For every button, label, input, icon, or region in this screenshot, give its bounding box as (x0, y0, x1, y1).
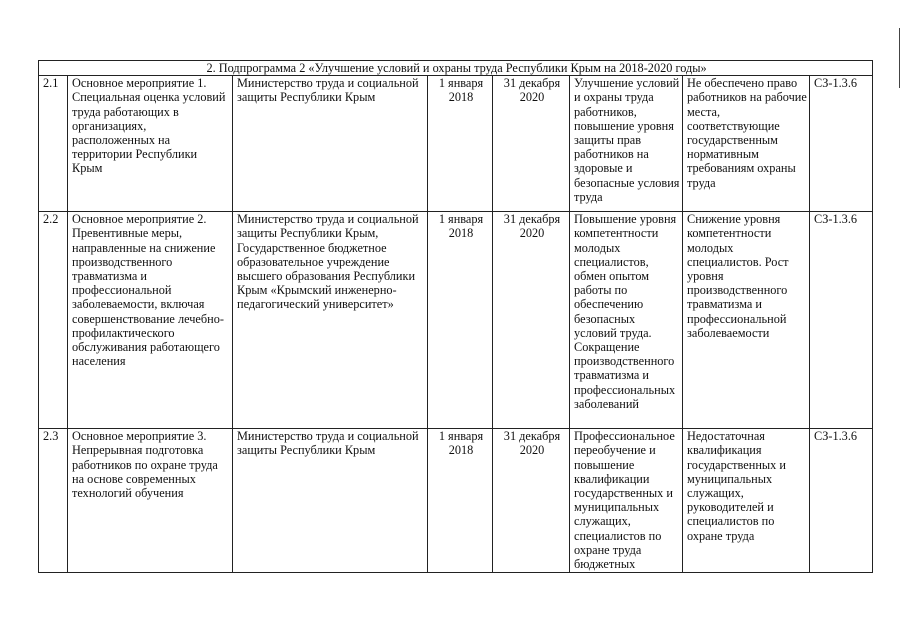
row-number: 2.3 (39, 429, 68, 573)
start-date-cell: 1 января 2018 (428, 212, 493, 429)
program-table (38, 60, 873, 573)
code-cell: СЗ-1.3.6 (810, 212, 873, 429)
end-date-cell: 31 декабря 2020 (493, 212, 570, 429)
row-number: 2.1 (39, 76, 68, 212)
result-cell: Профессиональное переобучение и повышение квалификации государственных и муниципальных служащих, специалистов по охране труда бюджетных (570, 429, 683, 573)
table-row (39, 212, 873, 429)
result-cell: Улучшение условий и охраны труда работников, повышение уровня защиты прав работников на здоровые и безопасные условия труда (570, 76, 683, 212)
start-date-cell: 1 января 2018 (428, 429, 493, 573)
measure-cell: Основное мероприятие 2. Превентивные меры, направленные на снижение производственного травматизма и профессиональной заболеваемости, включая совершенствование лечебно-профилактического обслуживания работающего населения (68, 212, 233, 429)
measure-cell: Основное мероприятие 3. Непрерывная подготовка работников по охране труда на основе современных технологий обучения (68, 429, 233, 573)
scan-edge-mark (899, 28, 900, 88)
code-cell: СЗ-1.3.6 (810, 429, 873, 573)
end-date-cell: 31 декабря 2020 (493, 429, 570, 573)
consequence-cell: Снижение уровня компетентности молодых специалистов. Рост уровня производственного травматизма и профессиональной заболеваемости (683, 212, 810, 429)
section-title: 2. Подпрограмма 2 «Улучшение условий и охраны труда Республики Крым на 2018-2020 годы» (39, 61, 873, 76)
executor-cell: Министерство труда и социальной защиты Республики Крым (233, 76, 428, 212)
table-row (39, 429, 873, 573)
executor-cell: Министерство труда и социальной защиты Республики Крым (233, 429, 428, 573)
section-title-row (39, 61, 873, 76)
table-row (39, 76, 873, 212)
executor-cell: Министерство труда и социальной защиты Республики Крым, Государственное бюджетное образовательное учреждение высшего образования Республики Крым «Крымский инженерно-педагогический университет» (233, 212, 428, 429)
start-date-cell: 1 января 2018 (428, 76, 493, 212)
result-cell: Повышение уровня компетентности молодых специалистов, обмен опытом работы по обеспечению безопасных условий труда. Сокращение производственного травматизма и профессиональных заболеваний (570, 212, 683, 429)
end-date-cell: 31 декабря 2020 (493, 76, 570, 212)
code-cell: СЗ-1.3.6 (810, 76, 873, 212)
measure-cell: Основное мероприятие 1. Специальная оценка условий труда работающих в организациях, расположенных на территории Республики Крым (68, 76, 233, 212)
consequence-cell: Не обеспечено право работников на рабочие места, соответствующие государственным нормативным требованиям охраны труда (683, 76, 810, 212)
row-number: 2.2 (39, 212, 68, 429)
consequence-cell: Недостаточная квалификация государственных и муниципальных служащих, руководителей и специалистов по охране труда (683, 429, 810, 573)
